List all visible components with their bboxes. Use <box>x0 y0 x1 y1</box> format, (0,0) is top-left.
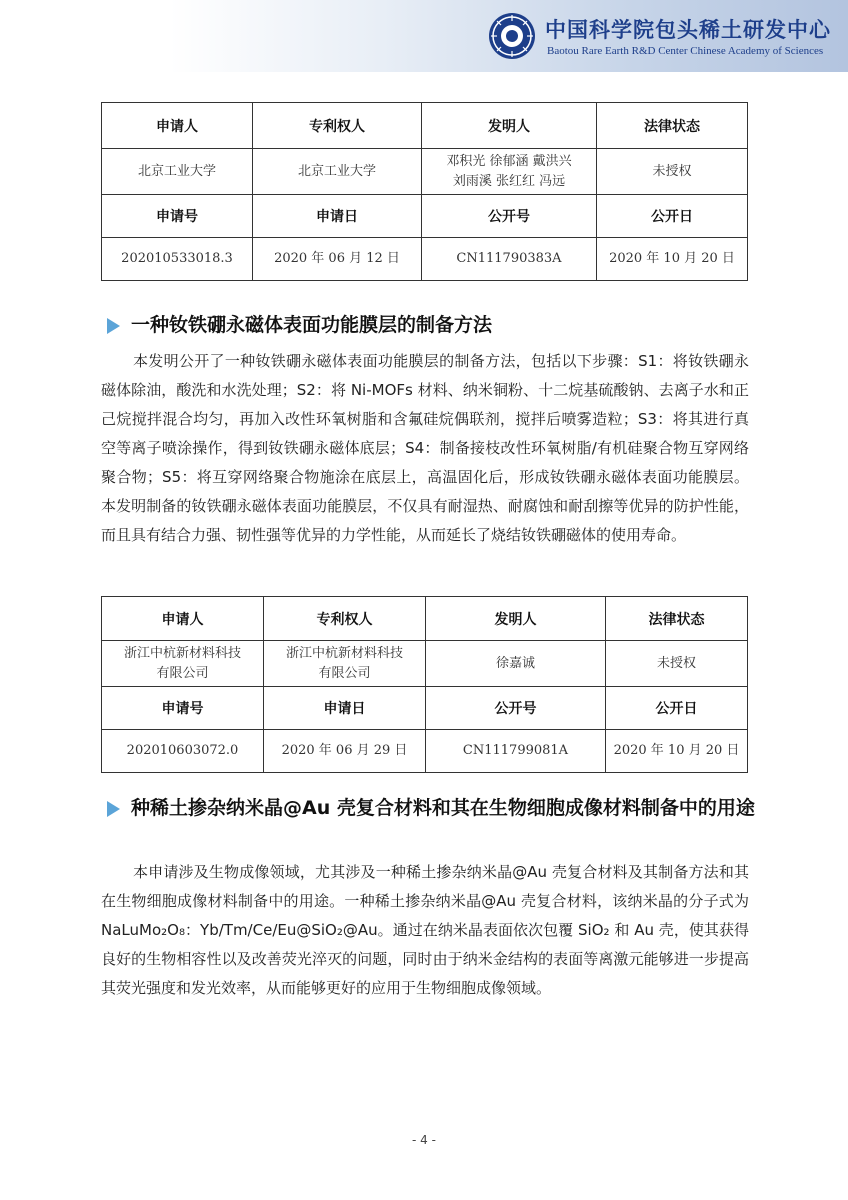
header-application-date: 申请日 <box>264 687 426 730</box>
header-publication-date: 公开日 <box>606 687 748 730</box>
header-legal-status: 法律状态 <box>606 597 748 641</box>
page-number: - 4 - <box>412 1133 436 1147</box>
org-name-cn: 中国科学院包头稀土研发中心 <box>545 17 831 42</box>
application-date-value: 2020 年 06 月 29 日 <box>264 730 426 773</box>
applicant-value: 北京工业大学 <box>102 149 253 195</box>
header-application-no: 申请号 <box>102 195 253 238</box>
patentee-line-2: 有限公司 <box>318 665 371 681</box>
header-inventor: 发明人 <box>426 597 606 641</box>
section-2-paragraph: 本申请涉及生物成像领域，尤其涉及一种稀土掺杂纳米晶@Au 壳复合材料及其制备方法和其在生物细胞成像材料制备中的用途。一种稀土掺杂纳米晶@Au 壳复合材料，该纳米晶的分子式为 NaLuMo₂O₈：Yb/Tm/Ce/Eu@SiO₂@Au。通过在纳米晶表面依次包覆 SiO₂ 和 Au 壳，使其获得良好的生物相容性以及改善荧光淬灭的问题，同时由于纳米金结构的表面等离激元能够进一步提高其荧光强度和发光效率，从而能够更好的应用于生物细胞成像领域。 <box>101 863 749 997</box>
publication-no-value: CN111799081A <box>426 730 606 773</box>
section-title-2-text: 种稀土掺杂纳米晶@Au 壳复合材料和其在生物细胞成像材料制备中的用途 <box>131 797 755 819</box>
header-publication-no: 公开号 <box>426 687 606 730</box>
inventors-value <box>422 149 597 195</box>
inventors-line-1: 邓积光 徐郁涵 戴洪兴 <box>446 153 572 169</box>
header-legal-status: 法律状态 <box>597 103 748 149</box>
applicant-line-1: 浙江中杭新材料科技 <box>123 645 241 661</box>
legal-status-value: 未授权 <box>606 641 748 687</box>
application-no-value: 202010603072.0 <box>102 730 264 773</box>
section-1-paragraph: 本发明公开了一种钕铁硼永磁体表面功能膜层的制备方法，包括以下步骤：S1：将钕铁硼永磁体除油，酸洗和水洗处理；S2：将 Ni-MOFs 材料、纳米铜粉、十二烷基硫酸钠、去离子水和正己烷搅拌混合均匀，再加入改性环氧树脂和含氟硅烷偶联剂，搅拌后喷雾造粒；S3：将其进行真空等离子喷涂操作，得到钕铁硼永磁体底层；S4：制备接枝改性环氧树脂/有机硅聚合物互穿网络聚合物；S5：将互穿网络聚合物施涂在底层上，高温固化后，形成钕铁硼永磁体表面功能膜层。本发明制备的钕铁硼永磁体表面功能膜层，不仅具有耐湿热、耐腐蚀和耐刮擦等优异的防护性能，而且具有结合力强、韧性强等优异的力学性能，从而延长了烧结钕铁硼磁体的使用寿命。 <box>101 352 749 544</box>
header-applicant: 申请人 <box>102 103 253 149</box>
inventors-line-2: 刘雨溪 张红红 冯远 <box>452 173 566 189</box>
patent-table-1 <box>101 102 748 281</box>
org-name-en: Baotou Rare Earth R&D Center Chinese Academy of Sciences <box>547 45 824 57</box>
header-application-date: 申请日 <box>253 195 422 238</box>
section-title-1 <box>107 312 757 338</box>
triangle-bullet-icon <box>107 318 120 334</box>
patentee-line-1: 浙江中杭新材料科技 <box>285 645 403 661</box>
inventors-value: 徐嘉诚 <box>426 641 606 687</box>
applicant-line-2: 有限公司 <box>156 665 209 681</box>
publication-no-value: CN111790383A <box>422 238 597 281</box>
publication-date-value: 2020 年 10 月 20 日 <box>597 238 748 281</box>
application-no-value: 202010533018.3 <box>102 238 253 281</box>
patent-table-2 <box>101 596 748 773</box>
header-publication-date: 公开日 <box>597 195 748 238</box>
header-patentee: 专利权人 <box>264 597 426 641</box>
cas-logo-icon <box>488 12 536 60</box>
publication-date-value: 2020 年 10 月 20 日 <box>606 730 748 773</box>
patentee-value <box>264 641 426 687</box>
application-date-value: 2020 年 06 月 12 日 <box>253 238 422 281</box>
header-application-no: 申请号 <box>102 687 264 730</box>
header-publication-no: 公开号 <box>422 195 597 238</box>
applicant-value <box>102 641 264 687</box>
header-inventor: 发明人 <box>422 103 597 149</box>
header-applicant: 申请人 <box>102 597 264 641</box>
section-title-2 <box>107 795 757 821</box>
section-title-1-text: 一种钕铁硼永磁体表面功能膜层的制备方法 <box>131 314 493 336</box>
header-patentee: 专利权人 <box>253 103 422 149</box>
triangle-bullet-icon <box>107 801 120 817</box>
legal-status-value: 未授权 <box>597 149 748 195</box>
patentee-value: 北京工业大学 <box>253 149 422 195</box>
